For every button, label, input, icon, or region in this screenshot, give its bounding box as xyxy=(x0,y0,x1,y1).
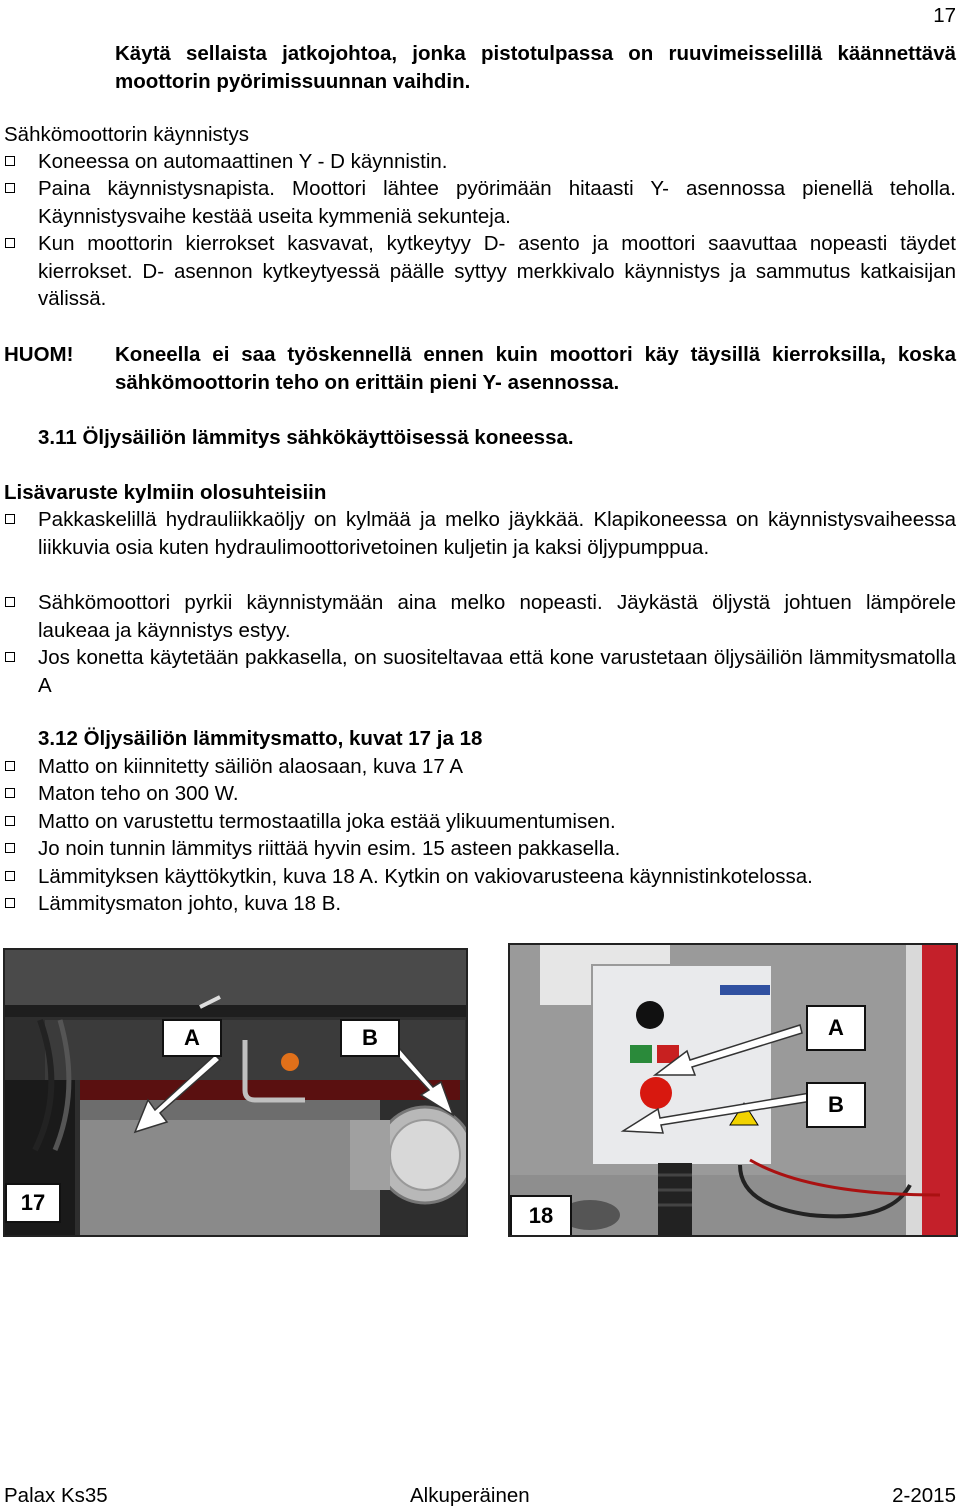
figure-number: 17 xyxy=(5,1183,61,1223)
starter-box-illustration xyxy=(510,945,956,1235)
footer-left: Palax Ks35 xyxy=(4,1484,108,1507)
checkbox-bullet-icon xyxy=(5,156,15,166)
list-item: Kun moottorin kierrokset kasvavat, kytkeytyy D- asento ja moottori saavuttaa nopeasti täydet kierrokset. D- asennon kytkeytyessä päälle syttyy merkkivalo käynnistys ja sammutus katkaisijan välissä. xyxy=(38,232,956,310)
list-item: Sähkömoottori pyrkii käynnistymään aina melko nopeasti. Jäykästä öljystä johtuen lämpörele laukeaa ja käynnistys estyy. xyxy=(38,591,956,642)
checkbox-bullet-icon xyxy=(5,816,15,826)
list-item: Matto on varustettu termostaatilla joka estää ylikuumentumisen. xyxy=(38,810,616,833)
intro-paragraph: Käytä sellaista jatkojohtoa, jonka pistotulpassa on ruuvimeisselillä käännettävä moottorin pyörimissuunnan vaihdin. xyxy=(115,42,956,93)
note-text: Koneella ei saa työskennellä ennen kuin moottori käy täysillä kierroksilla, koska sähkömoottorin teho on erittäin pieni Y- asennossa. xyxy=(115,343,956,394)
list-item: Pakkaskelillä hydrauliikkaöljy on kylmää ja melko jäykkää. Klapikoneessa on käynnistysvaiheessa liikkuvia osia kuten hydraulimoottorivetoinen kuljetin ja kaksi öljypumppua. xyxy=(38,508,956,559)
note-label: HUOM! xyxy=(4,343,74,366)
checkbox-bullet-icon xyxy=(5,597,15,607)
checkbox-bullet-icon xyxy=(5,238,15,248)
figure-number: 18 xyxy=(510,1195,572,1237)
section-heading-311: 3.11 Öljysäiliön lämmitys sähkökäyttöisessä koneessa. xyxy=(38,426,574,449)
footer-center: Alkuperäinen xyxy=(410,1484,530,1507)
checkbox-bullet-icon xyxy=(5,898,15,908)
page-number: 17 xyxy=(933,4,956,27)
checkbox-bullet-icon xyxy=(5,788,15,798)
list-item: Matto on kiinnitetty säiliön alaosaan, kuva 17 A xyxy=(38,755,464,778)
list-item: Lämmityksen käyttökytkin, kuva 18 A. Kytkin on vakiovarusteena käynnistinkotelossa. xyxy=(38,865,813,888)
list-item: Jo noin tunnin lämmitys riittää hyvin esim. 15 asteen pakkasella. xyxy=(38,837,621,860)
footer-right: 2-2015 xyxy=(892,1484,956,1507)
figure-17-photo xyxy=(3,948,468,1237)
list-item: Maton teho on 300 W. xyxy=(38,782,239,805)
checkbox-bullet-icon xyxy=(5,652,15,662)
checkbox-bullet-icon xyxy=(5,183,15,193)
list-item: Lämmitysmaton johto, kuva 18 B. xyxy=(38,892,342,915)
callout-b: B xyxy=(806,1082,866,1128)
machine-underside-illustration xyxy=(5,950,466,1235)
list-item: Paina käynnistysnapista. Moottori lähtee pyörimään hitaasti Y- asennossa pienellä teholla. Käynnistysvaihe kestää useita kymmeniä sekunteja. xyxy=(38,177,956,228)
checkbox-bullet-icon xyxy=(5,843,15,853)
section-heading-cold: Lisävaruste kylmiin olosuhteisiin xyxy=(4,481,327,504)
section-heading-start: Sähkömoottorin käynnistys xyxy=(4,123,249,146)
checkbox-bullet-icon xyxy=(5,514,15,524)
callout-a: A xyxy=(162,1019,222,1057)
list-item: Jos konetta käytetään pakkasella, on suositeltavaa että kone varustetaan öljysäiliön lämmitysmatolla A xyxy=(38,646,956,697)
callout-b: B xyxy=(340,1019,400,1057)
checkbox-bullet-icon xyxy=(5,871,15,881)
checkbox-bullet-icon xyxy=(5,761,15,771)
section-heading-312: 3.12 Öljysäiliön lämmitysmatto, kuvat 17 ja 18 xyxy=(38,727,483,750)
list-item: Koneessa on automaattinen Y - D käynnistin. xyxy=(38,150,448,173)
figure-18-photo xyxy=(508,943,958,1237)
callout-a: A xyxy=(806,1005,866,1051)
